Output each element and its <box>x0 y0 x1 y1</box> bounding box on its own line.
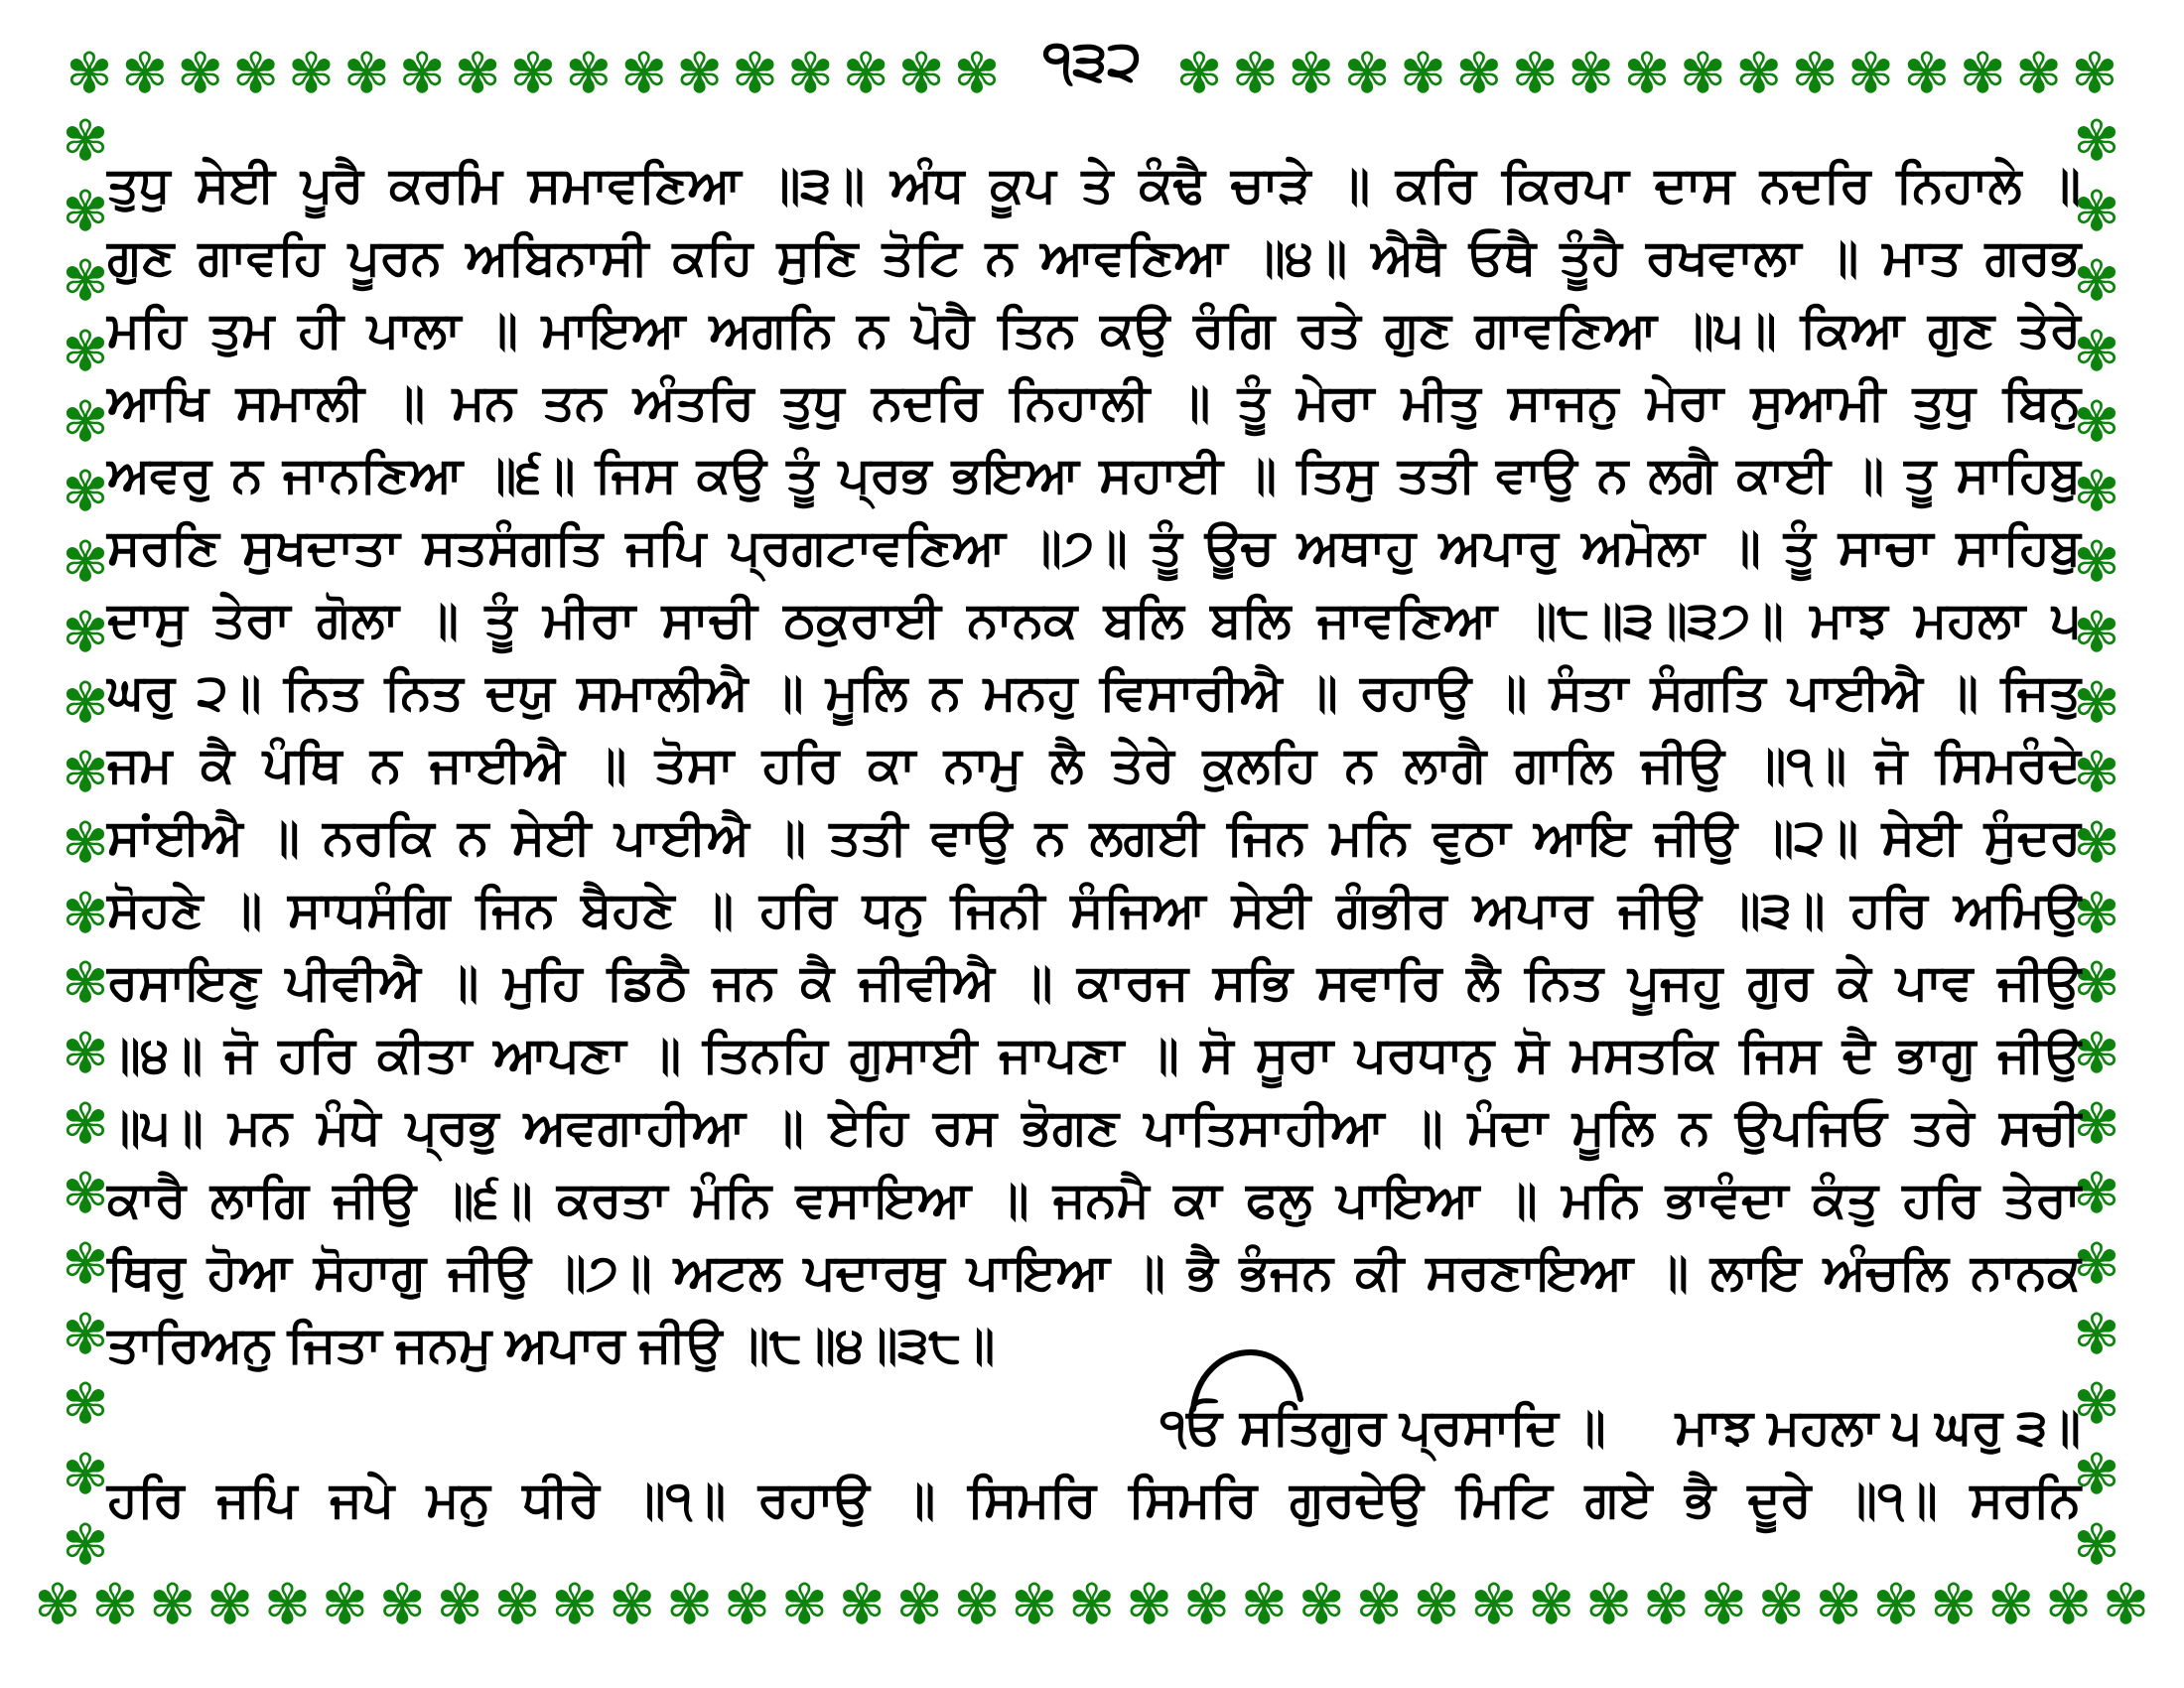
flower-ornament-icon: ✾ <box>62 881 109 944</box>
flower-ornament-icon: ✾ <box>731 42 778 104</box>
flower-ornament-icon: ✾ <box>62 1372 109 1436</box>
flower-ornament-icon: ✾ <box>1240 1573 1288 1635</box>
flower-ornament-icon: ✾ <box>121 42 169 104</box>
flower-ornament-icon: ✾ <box>2073 670 2120 734</box>
flower-ornament-icon: ✾ <box>378 1573 426 1635</box>
flower-ornament-icon: ✾ <box>1126 1573 1173 1635</box>
flower-ornament-icon: ✾ <box>676 42 724 104</box>
flower-ornament-icon: ✾ <box>2073 951 2120 1015</box>
flower-ornament-icon: ✾ <box>177 42 224 104</box>
page-number: ੧੩੨ <box>1041 29 1143 91</box>
flower-ornament-icon: ✾ <box>454 42 501 104</box>
flower-ornament-icon: ✾ <box>1470 1573 1518 1635</box>
flower-ornament-icon: ✾ <box>62 741 109 804</box>
flower-ornament-icon: ✾ <box>436 1573 483 1635</box>
scripture-line: ਥਿਰੁ ਹੋਆ ਸੋਹਾਗੁ ਜੀਉ ॥੭॥ ਅਟਲ ਪਦਾਰਥੁ ਪਾਇਆ ॥ ਭੈ ਭੰਜਨ ਕੀ ਸਰਣਾਇਆ ॥ ਲਾਇ ਅੰਚਲਿ ਨਾਨਕ <box>107 1244 2081 1300</box>
flower-ornament-icon: ✾ <box>493 1573 541 1635</box>
flower-ornament-icon: ✾ <box>1959 42 2006 104</box>
flower-ornament-icon: ✾ <box>1068 1573 1116 1635</box>
scripture-line: ਸਾਂਈਐ ॥ ਨਰਕਿ ਨ ਸੇਈ ਪਾਈਐ ॥ ਤਤੀ ਵਾਉ ਨ ਲਗਈ ਜਿਨ ਮਨਿ ਵੁਠਾ ਆਇ ਜੀਉ ॥੨॥ ਸੇਈ ਸੁੰਦਰ <box>107 809 2081 865</box>
flower-ornament-icon: ✾ <box>2073 881 2120 944</box>
invocation-prasad: ਸਤਿਗੁਰ ਪ੍ਰਸਾਦਿ ॥ <box>1239 1399 1606 1455</box>
flower-ornament-icon: ✾ <box>62 1302 109 1365</box>
flower-ornament-icon: ✾ <box>264 1573 311 1635</box>
flower-ornament-icon: ✾ <box>1288 42 1335 104</box>
flower-ornament-icon: ✾ <box>1679 42 1726 104</box>
flower-ornament-icon: ✾ <box>1355 1573 1403 1635</box>
flower-ornament-icon: ✾ <box>62 810 109 874</box>
flower-ornament-icon: ✾ <box>2073 389 2120 453</box>
flower-ornament-icon: ✾ <box>62 249 109 313</box>
flower-ornament-icon: ✾ <box>62 460 109 523</box>
flower-ornament-icon: ✾ <box>2073 320 2120 383</box>
flower-ornament-icon: ✾ <box>1791 42 1839 104</box>
flower-ornament-icon: ✾ <box>2073 249 2120 313</box>
flower-ornament-icon: ✾ <box>91 1573 139 1635</box>
shabad-title: ਮਾਝ ਮਹਲਾ ੫ ਘਰੁ ੩॥ <box>1675 1399 2081 1455</box>
flower-ornament-icon: ✾ <box>1231 42 1279 104</box>
flower-ornament-icon: ✾ <box>2073 179 2120 242</box>
flower-ornament-icon: ✾ <box>62 1443 109 1506</box>
flower-ornament-icon: ✾ <box>62 951 109 1015</box>
flower-ornament-icon: ✾ <box>321 1573 368 1635</box>
flower-ornament-icon: ✾ <box>1455 42 1503 104</box>
flower-ornament-icon: ✾ <box>2073 741 2120 804</box>
flower-ornament-icon: ✾ <box>149 1573 197 1635</box>
flower-ornament-icon: ✾ <box>66 42 113 104</box>
flower-ornament-icon: ✾ <box>2071 42 2118 104</box>
floral-border-left <box>58 109 113 1576</box>
flower-ornament-icon: ✾ <box>342 42 390 104</box>
flower-ornament-icon: ✾ <box>2073 1232 2120 1295</box>
scripture-line: ॥੪॥ ਜੋ ਹਰਿ ਕੀਤਾ ਆਪਣਾ ॥ ਤਿਨਹਿ ਗੁਸਾਈ ਜਾਪਣਾ ॥ ਸੋ ਸੂਰਾ ਪਰਧਾਨੁ ਸੋ ਮਸਤਕਿ ਜਿਸ ਦੈ ਭਾਗੁ ਜੀਉ <box>107 1027 2081 1082</box>
flower-ornament-icon: ✾ <box>1903 42 1951 104</box>
scripture-line: ਤੁਧੁ ਸੇਈ ਪੂਰੈ ਕਰਮਿ ਸਮਾਵਣਿਆ ॥੩॥ ਅੰਧ ਕੂਪ ਤੇ ਕੰਢੈ ਚਾੜੇ ॥ ਕਰਿ ਕਿਰਪਾ ਦਾਸ ਨਦਰਿ ਨਿਹਾਲੇ ॥ <box>107 157 2081 212</box>
flower-ornament-icon: ✾ <box>62 670 109 734</box>
flower-ornament-icon: ✾ <box>2015 42 2063 104</box>
flower-ornament-icon: ✾ <box>2073 1512 2120 1576</box>
flower-ornament-icon: ✾ <box>62 1162 109 1225</box>
flower-ornament-icon: ✾ <box>62 389 109 453</box>
flower-ornament-icon: ✾ <box>2073 810 2120 874</box>
flower-ornament-icon: ✾ <box>62 1021 109 1084</box>
flower-ornament-icon: ✾ <box>1700 1573 1747 1635</box>
flower-ornament-icon: ✾ <box>1400 42 1446 104</box>
flower-ornament-icon: ✾ <box>2045 1573 2093 1635</box>
floral-border-top-left <box>62 42 1005 104</box>
flower-ornament-icon: ✾ <box>897 42 945 104</box>
scripture-text <box>107 149 2081 1536</box>
flower-ornament-icon: ✾ <box>62 600 109 663</box>
flower-ornament-icon: ✾ <box>1815 1573 1862 1635</box>
flower-ornament-icon: ✾ <box>2073 600 2120 663</box>
flower-ornament-icon: ✾ <box>551 1573 599 1635</box>
scripture-line: ਘਰੁ ੨॥ ਨਿਤ ਨਿਤ ਦਯੁ ਸਮਾਲੀਐ ॥ ਮੂਲਿ ਨ ਮਨਹੁ ਵਿਸਾਰੀਐ ॥ ਰਹਾਉ ॥ ਸੰਤਾ ਸੰਗਤਿ ਪਾਈਐ ॥ ਜਿਤੁ <box>107 664 2081 720</box>
scripture-line: ਗੁਣ ਗਾਵਹਿ ਪੂਰਨ ਅਬਿਨਾਸੀ ਕਹਿ ਸੁਣਿ ਤੋਟਿ ਨ ਆਵਣਿਆ ॥੪॥ ਐਥੈ ਓਥੈ ਤੂੰਹੈ ਰਖਵਾਲਾ ॥ ਮਾਤ ਗਰਭ <box>107 229 2081 285</box>
flower-ornament-icon: ✾ <box>1568 42 1615 104</box>
scripture-line: ਮਹਿ ਤੁਮ ਹੀ ਪਾਲਾ ॥ ਮਾਇਆ ਅਗਨਿ ਨ ਪੋਹੈ ਤਿਨ ਕਉ ਰੰਗਿ ਰਤੇ ਗੁਣ ਗਾਵਣਿਆ ॥੫॥ ਕਿਆ ਗੁਣ ਤੇਰੇ <box>107 302 2081 357</box>
flower-ornament-icon: ✾ <box>565 42 613 104</box>
flower-ornament-icon: ✾ <box>2073 1091 2120 1155</box>
invocation-line <box>107 1391 2081 1464</box>
ik-onkar-symbol <box>1160 1391 1222 1464</box>
flower-ornament-icon: ✾ <box>62 1512 109 1576</box>
scripture-line: ਤਾਰਿਅਨੁ ਜਿਤਾ ਜਨਮੁ ਅਪਾਰ ਜੀਉ ॥੮॥੪॥੩੮॥ <box>107 1317 996 1372</box>
flower-ornament-icon: ✾ <box>609 1573 656 1635</box>
flower-ornament-icon: ✾ <box>1297 1573 1345 1635</box>
flower-ornament-icon: ✾ <box>1847 42 1894 104</box>
flower-ornament-icon: ✾ <box>666 1573 714 1635</box>
flower-ornament-icon: ✾ <box>206 1573 254 1635</box>
flower-ornament-icon: ✾ <box>1011 1573 1058 1635</box>
flower-ornament-icon: ✾ <box>1585 1573 1633 1635</box>
scripture-line: ਸਰਣਿ ਸੁਖਦਾਤਾ ਸਤਸੰਗਤਿ ਜਪਿ ਪ੍ਰਗਟਾਵਣਿਆ ॥੭॥ ਤੂੰ ਊਚ ਅਥਾਹੁ ਅਪਾਰੁ ਅਮੋਲਾ ॥ ਤੂੰ ਸਾਚਾ ਸਾਹਿਬੁ <box>107 519 2081 575</box>
flower-ornament-icon: ✾ <box>1735 42 1783 104</box>
flower-ornament-icon: ✾ <box>509 42 557 104</box>
mool-invocation <box>1160 1391 1606 1464</box>
flower-ornament-icon: ✾ <box>1643 1573 1690 1635</box>
flower-ornament-icon: ✾ <box>1175 42 1223 104</box>
flower-ornament-icon: ✾ <box>398 42 446 104</box>
flower-ornament-icon: ✾ <box>1343 42 1391 104</box>
flower-ornament-icon: ✾ <box>895 1573 943 1635</box>
flower-ornament-icon: ✾ <box>2073 1021 2120 1084</box>
flower-ornament-icon: ✾ <box>953 1573 1001 1635</box>
flower-ornament-icon: ✾ <box>1528 1573 1575 1635</box>
flower-ornament-icon: ✾ <box>1413 1573 1460 1635</box>
scripture-line: ਅਵਰੁ ਨ ਜਾਨਣਿਆ ॥੬॥ ਜਿਸ ਕਉ ਤੂੰ ਪ੍ਰਭ ਭਇਆ ਸਹਾਈ ॥ ਤਿਸੁ ਤਤੀ ਵਾਉ ਨ ਲਗੈ ਕਾਈ ॥ ਤੂ ਸਾਹਿਬੁ <box>107 447 2081 502</box>
flower-ornament-icon: ✾ <box>1183 1573 1230 1635</box>
flower-ornament-icon: ✾ <box>2073 460 2120 523</box>
floral-border-top-right <box>1171 42 2122 104</box>
flower-ornament-icon: ✾ <box>2073 1372 2120 1436</box>
flower-ornament-icon: ✾ <box>842 42 889 104</box>
scripture-line: ॥੫॥ ਮਨ ਮੰਧੇ ਪ੍ਰਭੁ ਅਵਗਾਹੀਆ ॥ ਏਹਿ ਰਸ ਭੋਗਣ ਪਾਤਿਸਾਹੀਆ ॥ ਮੰਦਾ ਮੂਲਿ ਨ ਉਪਜਿਓ ਤਰੇ ਸਚੀ <box>107 1099 2081 1155</box>
flower-ornament-icon: ✾ <box>953 42 1001 104</box>
scripture-lines <box>107 149 2081 1381</box>
flower-ornament-icon: ✾ <box>1511 42 1559 104</box>
ik-onkar-text: ੧ਓ <box>1159 1399 1222 1455</box>
scripture-line: ਦਾਸੁ ਤੇਰਾ ਗੋਲਾ ॥ ਤੂੰ ਮੀਰਾ ਸਾਚੀ ਠਕੁਰਾਈ ਨਾਨਕ ਬਲਿ ਬਲਿ ਜਾਵਣਿਆ ॥੮॥੩॥੩੭॥ ਮਾਝ ਮਹਲਾ ੫ <box>107 592 2081 647</box>
flower-ornament-icon: ✾ <box>780 1573 828 1635</box>
flower-ornament-icon: ✾ <box>2073 1302 2120 1365</box>
scripture-line: ਸੋਹਣੇ ॥ ਸਾਧਸੰਗਿ ਜਿਨ ਬੈਹਣੇ ॥ ਹਰਿ ਧਨੁ ਜਿਨੀ ਸੰਜਿਆ ਸੇਈ ਗੰਭੀਰ ਅਪਾਰ ਜੀਉ ॥੩॥ ਹਰਿ ਅਮਿਉ <box>107 882 2081 937</box>
flower-ornament-icon: ✾ <box>287 42 335 104</box>
flower-ornament-icon: ✾ <box>2103 1573 2149 1635</box>
flower-ornament-icon: ✾ <box>2073 530 2120 594</box>
scripture-last-line: ਹਰਿ ਜਪਿ ਜਪੇ ਮਨੁ ਧੀਰੇ ॥੧॥ ਰਹਾਉ ॥ ਸਿਮਰਿ ਸਿਮਰਿ ਗੁਰਦੇਉ ਮਿਟਿ ਗਏ ਭੈ ਦੂਰੇ ॥੧॥ ਸਰਨਿ <box>107 1472 2081 1527</box>
flower-ornament-icon: ✾ <box>1930 1573 1978 1635</box>
flower-ornament-icon: ✾ <box>62 1232 109 1295</box>
flower-ornament-icon: ✾ <box>1623 42 1671 104</box>
scripture-line: ਆਖਿ ਸਮਾਲੀ ॥ ਮਨ ਤਨ ਅੰਤਰਿ ਤੁਧੁ ਨਦਰਿ ਨਿਹਾਲੀ ॥ ਤੂੰ ਮੇਰਾ ਮੀਤੁ ਸਾਜਨੁ ਮੇਰਾ ਸੁਆਮੀ ਤੁਧੁ ਬਿਨੁ <box>107 374 2081 430</box>
flower-ornament-icon: ✾ <box>1987 1573 2035 1635</box>
flower-ornament-icon: ✾ <box>2073 1443 2120 1506</box>
flower-ornament-icon: ✾ <box>724 1573 770 1635</box>
flower-ornament-icon: ✾ <box>620 42 668 104</box>
flower-ornament-icon: ✾ <box>1872 1573 1920 1635</box>
flower-ornament-icon: ✾ <box>62 530 109 594</box>
flower-ornament-icon: ✾ <box>2073 109 2120 172</box>
flower-ornament-icon: ✾ <box>838 1573 886 1635</box>
ik-onkar-arc <box>1185 1330 1314 1413</box>
flower-ornament-icon: ✾ <box>232 42 280 104</box>
flower-ornament-icon: ✾ <box>2073 1162 2120 1225</box>
flower-ornament-icon: ✾ <box>62 320 109 383</box>
scripture-line: ਜਮ ਕੈ ਪੰਥਿ ਨ ਜਾਈਐ ॥ ਤੋਸਾ ਹਰਿ ਕਾ ਨਾਮੁ ਲੈ ਤੇਰੇ ਕੁਲਹਿ ਨ ਲਾਗੈ ਗਾਲਿ ਜੀਉ ॥੧॥ ਜੋ ਸਿਮਰੰਦੇ <box>107 737 2081 792</box>
flower-ornament-icon: ✾ <box>62 1091 109 1155</box>
flower-ornament-icon: ✾ <box>34 1573 81 1635</box>
scripture-line: ਰਸਾਇਣੁ ਪੀਵੀਐ ॥ ਮੁਹਿ ਡਿਠੈ ਜਨ ਕੈ ਜੀਵੀਐ ॥ ਕਾਰਜ ਸਭਿ ਸਵਾਰਿ ਲੈ ਨਿਤ ਪੂਜਹੁ ਗੁਰ ਕੇ ਪਾਵ ਜੀਉ <box>107 954 2081 1010</box>
scripture-line: ਕਾਰੈ ਲਾਗਿ ਜੀਉ ॥੬॥ ਕਰਤਾ ਮੰਨਿ ਵਸਾਇਆ ॥ ਜਨਮੈ ਕਾ ਫਲੁ ਪਾਇਆ ॥ ਮਨਿ ਭਾਵੰਦਾ ਕੰਤੁ ਹਰਿ ਤੇਰਾ <box>107 1172 2081 1227</box>
flower-ornament-icon: ✾ <box>62 109 109 172</box>
flower-ornament-icon: ✾ <box>786 42 834 104</box>
flower-ornament-icon: ✾ <box>1757 1573 1805 1635</box>
flower-ornament-icon: ✾ <box>62 179 109 242</box>
